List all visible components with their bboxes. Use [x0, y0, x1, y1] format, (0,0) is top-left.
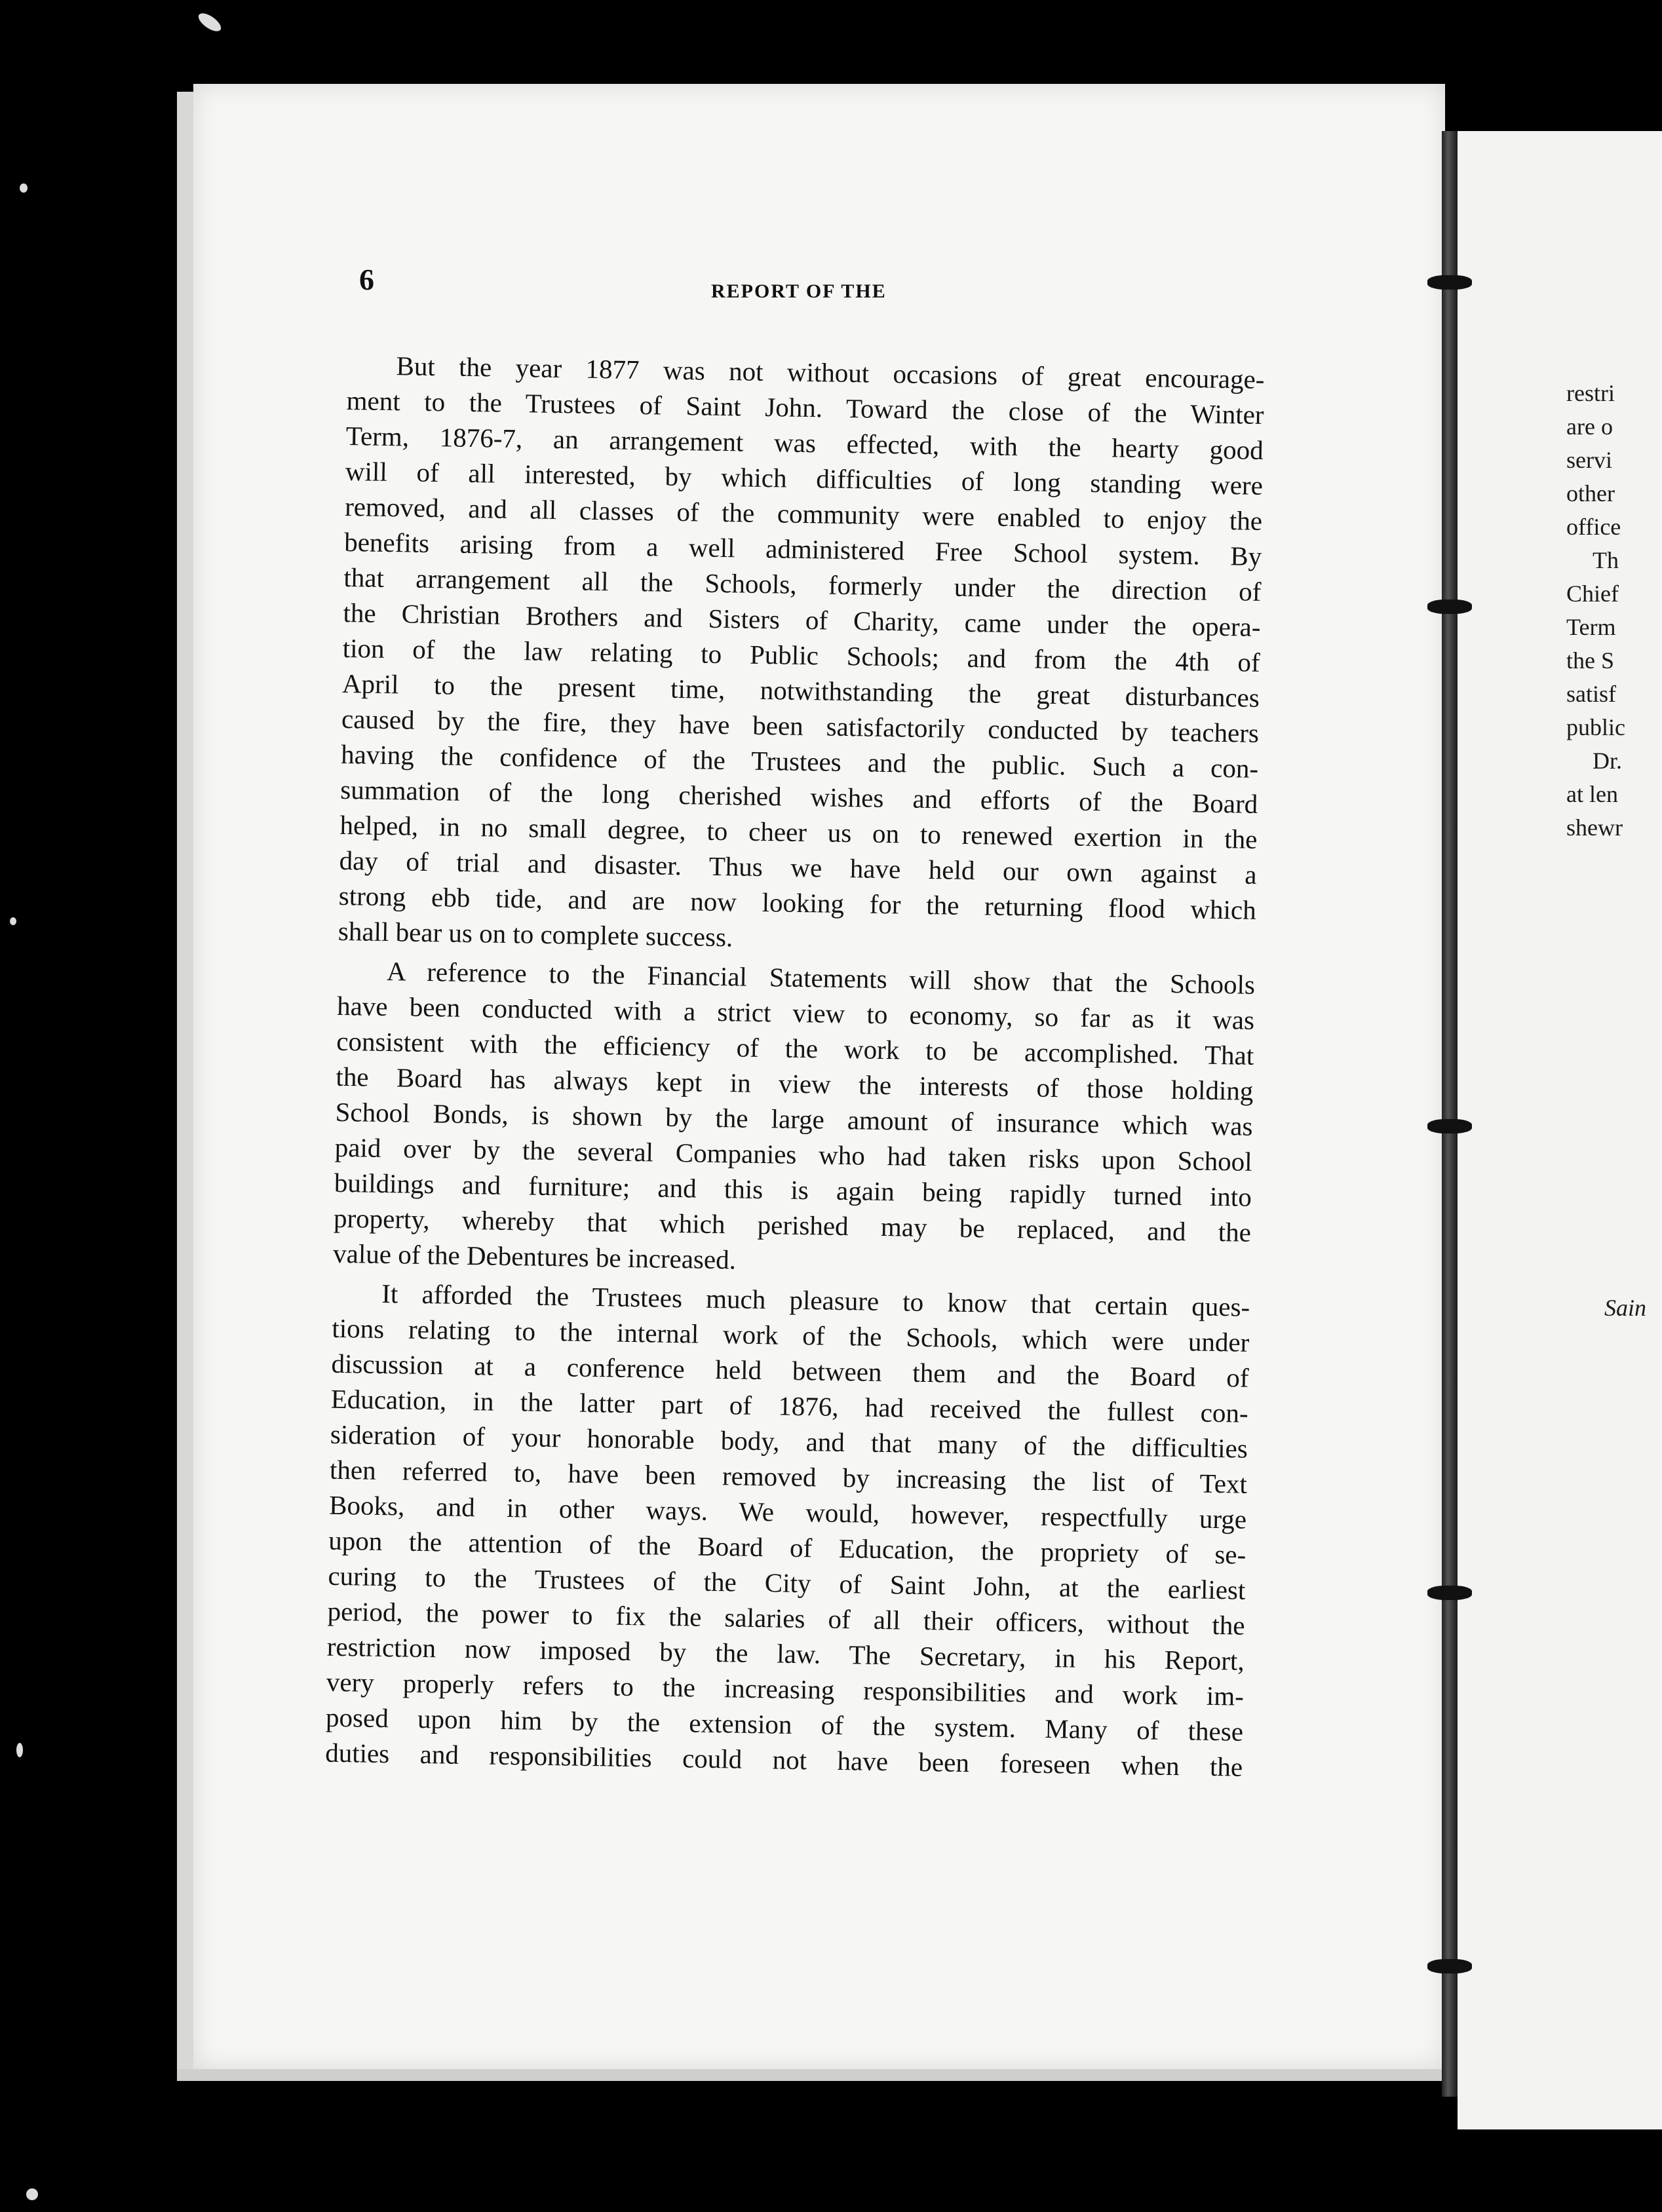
- binding-stitch: [1427, 1119, 1472, 1134]
- text-line: caused by the fire, they have been satisfactorily conducted by teachers: [341, 703, 1260, 748]
- text-line: having the confidence of the Trustees and the public. Such a con-: [340, 738, 1259, 784]
- text-line: Books, and in other ways. We would, however, respectfully urge: [328, 1489, 1247, 1535]
- text-line: April to the present time, notwithstanding the great disturbances: [341, 668, 1260, 713]
- text-line: the Christian Brothers and Sisters of Charity, came under the opera-: [343, 597, 1261, 642]
- binding-gutter: [1442, 131, 1458, 2097]
- right-page-italic-fragment: Sain: [1604, 1295, 1647, 1321]
- right-page: [1458, 131, 1662, 2129]
- right-line: are o: [1566, 413, 1613, 440]
- scan-speck: [195, 10, 223, 35]
- right-line: satisf: [1566, 681, 1616, 707]
- text-line: But the year 1877 was not without occasions of great encourage-: [396, 351, 1265, 394]
- text-line: day of trial and disaster. Thus we have held our own against a: [339, 845, 1257, 890]
- scan-speck: [26, 2188, 38, 2200]
- right-line: Chief: [1566, 581, 1619, 607]
- text-line: School Bonds, is shown by the large amount of insurance which was: [335, 1096, 1253, 1141]
- text-line: the Board has always kept in view the interests of those holding: [336, 1061, 1254, 1106]
- binding-stitch: [1427, 1959, 1472, 1974]
- text-line: restriction now imposed by the law. The Secretary, in his Report,: [326, 1631, 1245, 1676]
- right-line: office: [1566, 514, 1621, 540]
- right-line: Term: [1566, 614, 1616, 640]
- text-line: benefits arising from a well administered Free School system. By: [343, 526, 1262, 571]
- page-edge-bottom: [177, 2069, 1445, 2081]
- text-line: period, the power to fix the salaries of all their officers, without the: [327, 1595, 1245, 1641]
- text-line: Education, in the latter part of 1876, had received the fullest con-: [330, 1383, 1248, 1428]
- text-line: duties and responsibilities could not have been foreseen when the: [324, 1737, 1243, 1782]
- binding-stitch: [1427, 1586, 1472, 1600]
- text-line: curing to the Trustees of the City of Saint John, at the earliest: [328, 1560, 1246, 1605]
- text-line: shall bear us on to complete success.: [338, 915, 733, 953]
- text-line: It afforded the Trustees much pleasure to know that certain ques-: [381, 1278, 1250, 1322]
- text-line: that arrangement all the Schools, formerly under the direction of: [343, 562, 1262, 607]
- text-line: will of all interested, by which difficulties of long standing were: [345, 455, 1264, 501]
- binding-stitch: [1427, 600, 1472, 614]
- text-line: ment to the Trustees of Saint John. Toward the close of the Winter: [346, 385, 1264, 430]
- body-text: [325, 347, 1265, 1789]
- text-line: tion of the law relating to Public Schools; and from the 4th of: [342, 632, 1260, 677]
- right-line: shewr: [1566, 814, 1623, 841]
- right-line: restri: [1566, 380, 1615, 406]
- right-line: the S: [1566, 647, 1615, 674]
- right-line: servi: [1566, 447, 1612, 473]
- right-line: Dr.: [1593, 748, 1622, 774]
- text-line: posed upon him by the extension of the system. Many of these: [325, 1702, 1244, 1747]
- text-line: summation of the long cherished wishes and efforts of the Board: [340, 774, 1258, 819]
- scan-speck: [20, 183, 28, 193]
- text-line: very properly refers to the increasing responsibilities and work im-: [326, 1666, 1245, 1711]
- text-line: value of the Debentures be increased.: [332, 1238, 737, 1275]
- binding-stitch: [1427, 275, 1472, 290]
- right-page-text: [1566, 377, 1625, 845]
- text-line: discussion at a conference held between them and the Board of: [331, 1348, 1249, 1393]
- running-head: REPORT OF THE: [711, 280, 887, 302]
- page-number: 6: [359, 263, 374, 296]
- right-line: Th: [1593, 547, 1619, 573]
- scan-speck: [10, 917, 16, 925]
- paragraph-2: [333, 953, 1255, 1286]
- text-line: buildings and furniture; and this is again being rapidly turned into: [334, 1167, 1252, 1212]
- right-line: other: [1566, 480, 1615, 506]
- paragraph-1: [338, 347, 1265, 963]
- scan-speck: [16, 1743, 23, 1757]
- text-line: paid over by the several Companies who had taken risks upon School: [334, 1132, 1253, 1177]
- text-line: upon the attention of the Board of Education, the propriety of se-: [328, 1525, 1246, 1570]
- right-line: at len: [1566, 781, 1618, 807]
- text-line: tions relating to the internal work of the Schools, which were under: [332, 1312, 1250, 1358]
- text-line: property, whereby that which perished may be replaced, and the: [333, 1202, 1252, 1248]
- text-line: consistent with the efficiency of the work to be accomplished. That: [336, 1025, 1254, 1071]
- text-line: have been conducted with a strict view to economy, so far as it was: [336, 990, 1255, 1035]
- paragraph-3: [325, 1275, 1250, 1785]
- text-line: then referred to, have been removed by increasing the list of Text: [329, 1454, 1248, 1499]
- text-line: A reference to the Financial Statements will show that the Schools: [386, 956, 1256, 1000]
- text-line: Term, 1876-7, an arrangement was effected, with the hearty good: [345, 420, 1264, 465]
- text-line: sideration of your honorable body, and that many of the difficulties: [330, 1419, 1248, 1464]
- text-line: removed, and all classes of the community were enabled to enjoy the: [344, 491, 1263, 536]
- text-line: strong ebb tide, and are now looking for the returning flood which: [338, 880, 1257, 925]
- text-line: helped, in no small degree, to cheer us on to renewed exertion in the: [339, 809, 1258, 854]
- right-line: public: [1566, 714, 1625, 740]
